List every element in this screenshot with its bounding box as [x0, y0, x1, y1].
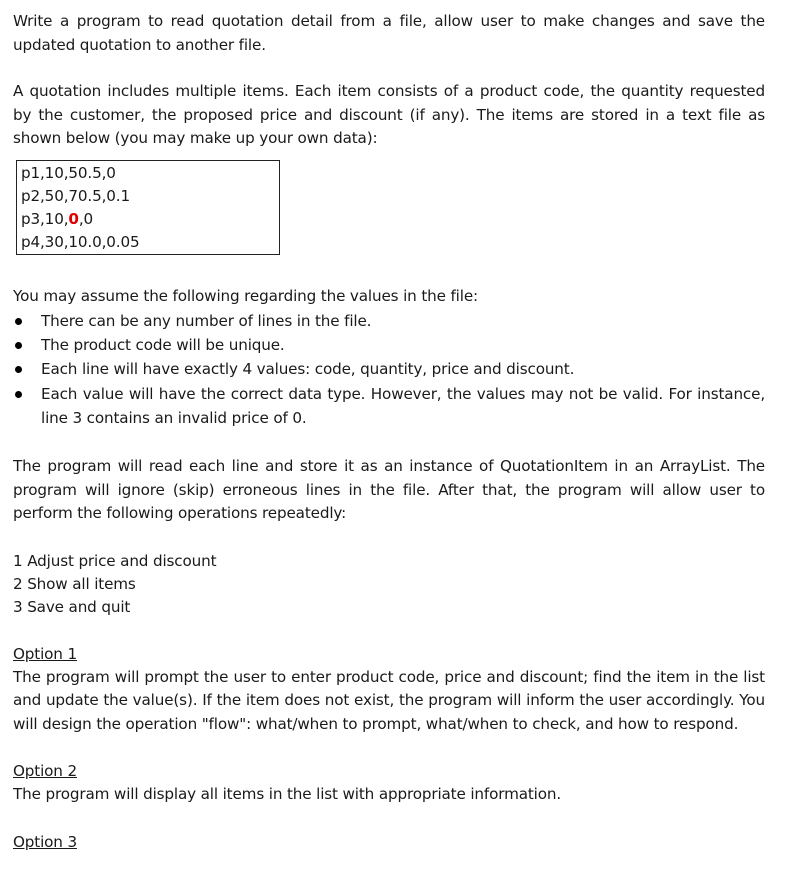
data-line-prefix: p3,10,	[21, 209, 69, 228]
option3-title: Option 3	[13, 832, 77, 851]
assumptions-heading: You may assume the following regarding the values in the file:	[13, 287, 478, 306]
spacer	[13, 57, 765, 80]
option2-title: Option 2	[13, 762, 77, 781]
spacer	[13, 619, 765, 643]
menu-item-save: 3 Save and quit	[13, 597, 131, 616]
option1-text: The program will prompt the user to enter product code, price and discount; find the item in the list and update the value(s). If the item does not exist, the program will inform the user accordingly. You will design the operation "flow": what/when to prompt, what/when to check, and how to respond.	[13, 667, 765, 733]
spacer	[13, 526, 765, 550]
program-description-paragraph: The program will read each line and store it as an instance of QuotationItem in an ArrayList. The program will ignore (skip) erroneous lines in the file. After that, the program will allow user to perform the following operations repeatedly:	[13, 457, 765, 523]
data-line: p1,10,50.5,0	[21, 163, 116, 182]
operations-menu	[13, 550, 765, 619]
data-line-suffix: ,0	[78, 209, 94, 228]
assumption-item: Each line will have exactly 4 values: code, quantity, price and discount.	[13, 357, 765, 381]
menu-item-show: 2 Show all items	[13, 574, 136, 593]
spacer	[13, 255, 765, 285]
assumption-item: There can be any number of lines in the file.	[13, 309, 765, 333]
data-line: p2,50,70.5,0.1	[21, 186, 130, 205]
assignment-document	[13, 10, 765, 854]
menu-item-adjust: 1 Adjust price and discount	[13, 551, 217, 570]
spacer	[13, 736, 765, 760]
description-paragraph: A quotation includes multiple items. Each item consists of a product code, the quantity requested by the customer, the proposed price and discount (if any). The items are stored in a text file as shown below (you may make up your own data):	[13, 82, 765, 147]
assumption-item: The product code will be unique.	[13, 333, 765, 357]
data-line-invalid	[21, 208, 279, 231]
spacer	[13, 807, 765, 831]
option1-title: Option 1	[13, 644, 77, 663]
intro-paragraph: Write a program to read quotation detail from a file, allow user to make changes and save the updated quotation to another file.	[13, 12, 765, 54]
assumption-item: Each value will have the correct data type. However, the values may not be valid. For instance, line 3 contains an invalid price of 0.	[13, 382, 765, 431]
option2-text: The program will display all items in the list with appropriate information.	[13, 785, 562, 804]
invalid-price-highlight: 0	[68, 209, 79, 228]
data-line: p4,30,10.0,0.05	[21, 233, 140, 252]
spacer	[13, 430, 765, 455]
assumptions-list	[13, 309, 765, 430]
sample-data-box	[16, 160, 280, 256]
